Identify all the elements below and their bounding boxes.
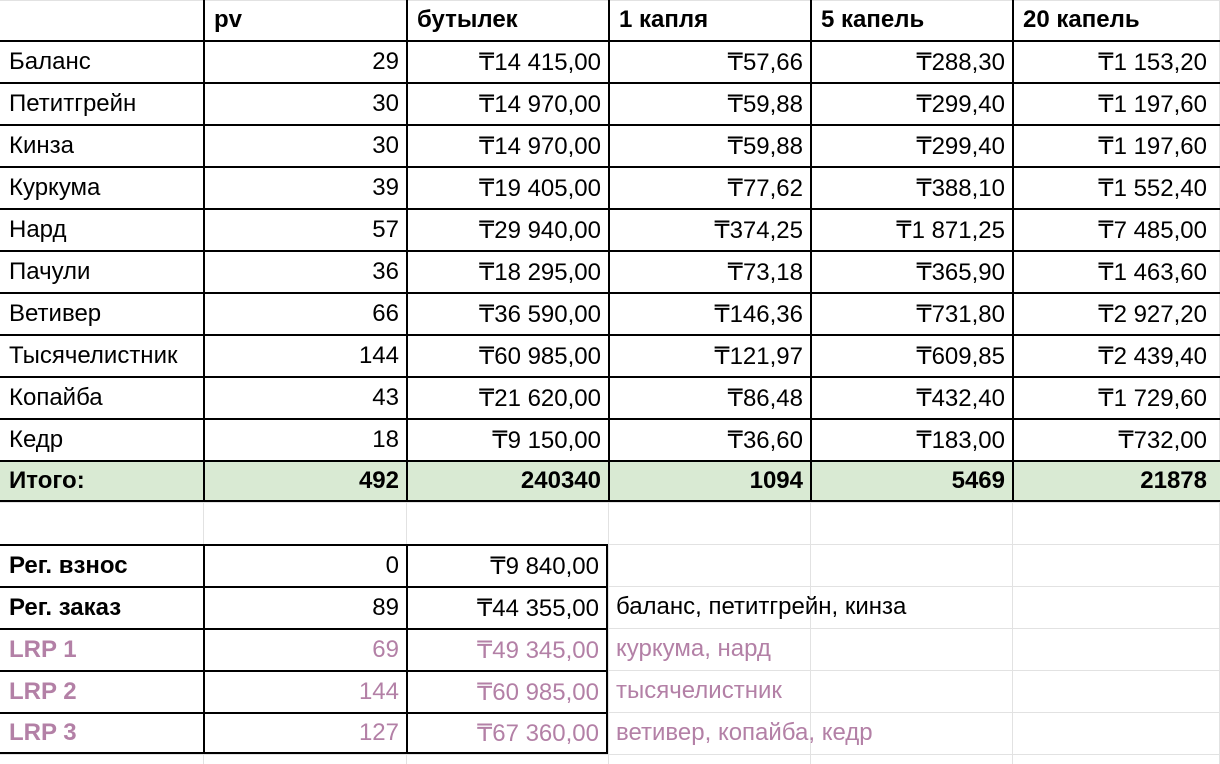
drop20-cell[interactable]: ₸1 729,60: [1012, 376, 1220, 418]
drop5-cell[interactable]: ₸1 871,25: [810, 208, 1012, 250]
header-cell-drop1[interactable]: 1 капля: [608, 0, 810, 40]
bottle-cell[interactable]: ₸14 970,00: [406, 82, 608, 124]
order-amount-cell[interactable]: ₸67 360,00: [406, 712, 608, 754]
grid-line: [0, 502, 1220, 503]
pv-cell[interactable]: 18: [203, 418, 406, 460]
bottle-cell[interactable]: ₸21 620,00: [406, 376, 608, 418]
name-cell[interactable]: Петитгрейн: [0, 82, 203, 124]
drop1-cell[interactable]: ₸121,97: [608, 334, 810, 376]
drop5-cell[interactable]: ₸183,00: [810, 418, 1012, 460]
total-label-cell[interactable]: Итого:: [0, 460, 203, 502]
drop1-cell[interactable]: ₸374,25: [608, 208, 810, 250]
name-cell[interactable]: Нард: [0, 208, 203, 250]
order-name-cell[interactable]: Рег. заказ: [0, 586, 203, 628]
drop5-cell[interactable]: ₸299,40: [810, 124, 1012, 166]
name-cell[interactable]: Ветивер: [0, 292, 203, 334]
pv-cell[interactable]: 30: [203, 124, 406, 166]
drop20-cell[interactable]: ₸1 197,60: [1012, 82, 1220, 124]
order-pv-cell[interactable]: 89: [203, 586, 406, 628]
table-row: [0, 376, 1220, 418]
order-pv-cell[interactable]: 144: [203, 670, 406, 712]
order-amount-cell[interactable]: ₸44 355,00: [406, 586, 608, 628]
table-row: [0, 418, 1220, 460]
name-cell[interactable]: Кинза: [0, 124, 203, 166]
bottle-cell[interactable]: ₸14 415,00: [406, 40, 608, 82]
table-row: [0, 166, 1220, 208]
drop5-cell[interactable]: ₸365,90: [810, 250, 1012, 292]
pv-cell[interactable]: 144: [203, 334, 406, 376]
pv-cell[interactable]: 29: [203, 40, 406, 82]
name-cell[interactable]: Куркума: [0, 166, 203, 208]
order-amount-cell[interactable]: ₸9 840,00: [406, 544, 608, 586]
drop5-cell[interactable]: ₸731,80: [810, 292, 1012, 334]
order-row: [0, 586, 1220, 628]
order-amount-cell[interactable]: ₸49 345,00: [406, 628, 608, 670]
drop1-cell[interactable]: ₸77,62: [608, 166, 810, 208]
order-pv-cell[interactable]: 69: [203, 628, 406, 670]
name-cell[interactable]: Копайба: [0, 376, 203, 418]
bottle-cell[interactable]: ₸29 940,00: [406, 208, 608, 250]
drop1-cell[interactable]: ₸146,36: [608, 292, 810, 334]
header-row: [0, 0, 1220, 40]
table-row: [0, 292, 1220, 334]
pv-cell[interactable]: 43: [203, 376, 406, 418]
pv-cell[interactable]: 57: [203, 208, 406, 250]
drop20-cell[interactable]: ₸2 927,20: [1012, 292, 1220, 334]
order-note-cell[interactable]: тысячелистник: [616, 677, 782, 704]
header-cell-bottle[interactable]: бутылек: [406, 0, 608, 40]
drop1-cell[interactable]: ₸59,88: [608, 82, 810, 124]
pv-cell[interactable]: 36: [203, 250, 406, 292]
drop5-cell[interactable]: ₸609,85: [810, 334, 1012, 376]
bottle-cell[interactable]: ₸19 405,00: [406, 166, 608, 208]
header-cell-pv[interactable]: pv: [203, 0, 406, 40]
total-bottle-cell[interactable]: 240340: [406, 460, 608, 502]
pv-cell[interactable]: 66: [203, 292, 406, 334]
name-cell[interactable]: Кедр: [0, 418, 203, 460]
order-pv-cell[interactable]: 0: [203, 544, 406, 586]
name-cell[interactable]: Тысячелистник: [0, 334, 203, 376]
drop5-cell[interactable]: ₸288,30: [810, 40, 1012, 82]
order-row: [0, 712, 1220, 754]
drop20-cell[interactable]: ₸2 439,40: [1012, 334, 1220, 376]
name-cell[interactable]: Пачули: [0, 250, 203, 292]
order-name-cell[interactable]: LRP 2: [0, 670, 203, 712]
drop5-cell[interactable]: ₸299,40: [810, 82, 1012, 124]
total-drop1-cell[interactable]: 1094: [608, 460, 810, 502]
table-row: [0, 250, 1220, 292]
bottle-cell[interactable]: ₸9 150,00: [406, 418, 608, 460]
table-row: [0, 40, 1220, 82]
order-pv-cell[interactable]: 127: [203, 712, 406, 754]
bottle-cell[interactable]: ₸60 985,00: [406, 334, 608, 376]
order-name-cell[interactable]: Рег. взнос: [0, 544, 203, 586]
order-row: [0, 628, 1220, 670]
grid-line: [0, 754, 1220, 755]
table-row: [0, 208, 1220, 250]
drop20-cell[interactable]: ₸1 197,60: [1012, 124, 1220, 166]
drop1-cell[interactable]: ₸57,66: [608, 40, 810, 82]
order-row: [0, 670, 1220, 712]
drop1-cell[interactable]: ₸36,60: [608, 418, 810, 460]
pv-cell[interactable]: 30: [203, 82, 406, 124]
bottle-cell[interactable]: ₸18 295,00: [406, 250, 608, 292]
bottle-cell[interactable]: ₸14 970,00: [406, 124, 608, 166]
drop20-cell[interactable]: ₸1 552,40: [1012, 166, 1220, 208]
drop1-cell[interactable]: ₸86,48: [608, 376, 810, 418]
drop20-cell[interactable]: ₸732,00: [1012, 418, 1220, 460]
table-row: [0, 124, 1220, 166]
order-note-cell[interactable]: баланс, петитгрейн, кинза: [616, 593, 907, 620]
total-drop5-cell[interactable]: 5469: [810, 460, 1012, 502]
order-name-cell[interactable]: LRP 1: [0, 628, 203, 670]
order-row: [0, 544, 1220, 586]
header-cell-name[interactable]: [0, 0, 203, 40]
table-row: [0, 82, 1220, 124]
drop5-cell[interactable]: ₸432,40: [810, 376, 1012, 418]
name-cell[interactable]: Баланс: [0, 40, 203, 82]
total-drop20-cell[interactable]: 21878: [1012, 460, 1220, 502]
total-row: [0, 460, 1220, 502]
drop1-cell[interactable]: ₸73,18: [608, 250, 810, 292]
drop20-cell[interactable]: ₸1 463,60: [1012, 250, 1220, 292]
order-amount-cell[interactable]: ₸60 985,00: [406, 670, 608, 712]
pv-cell[interactable]: 39: [203, 166, 406, 208]
header-cell-drop5[interactable]: 5 капель: [810, 0, 1012, 40]
order-name-cell[interactable]: LRP 3: [0, 712, 203, 754]
order-note-cell[interactable]: куркума, нард: [616, 635, 771, 662]
order-note-cell[interactable]: [608, 544, 810, 586]
drop5-cell[interactable]: ₸388,10: [810, 166, 1012, 208]
table-row: [0, 334, 1220, 376]
order-note-cell[interactable]: ветивер, копайба, кедр: [616, 719, 873, 746]
header-cell-drop20[interactable]: 20 капель: [1012, 0, 1220, 40]
drop1-cell[interactable]: ₸59,88: [608, 124, 810, 166]
drop20-cell[interactable]: ₸1 153,20: [1012, 40, 1220, 82]
total-pv-cell[interactable]: 492: [203, 460, 406, 502]
drop20-cell[interactable]: ₸7 485,00: [1012, 208, 1220, 250]
bottle-cell[interactable]: ₸36 590,00: [406, 292, 608, 334]
